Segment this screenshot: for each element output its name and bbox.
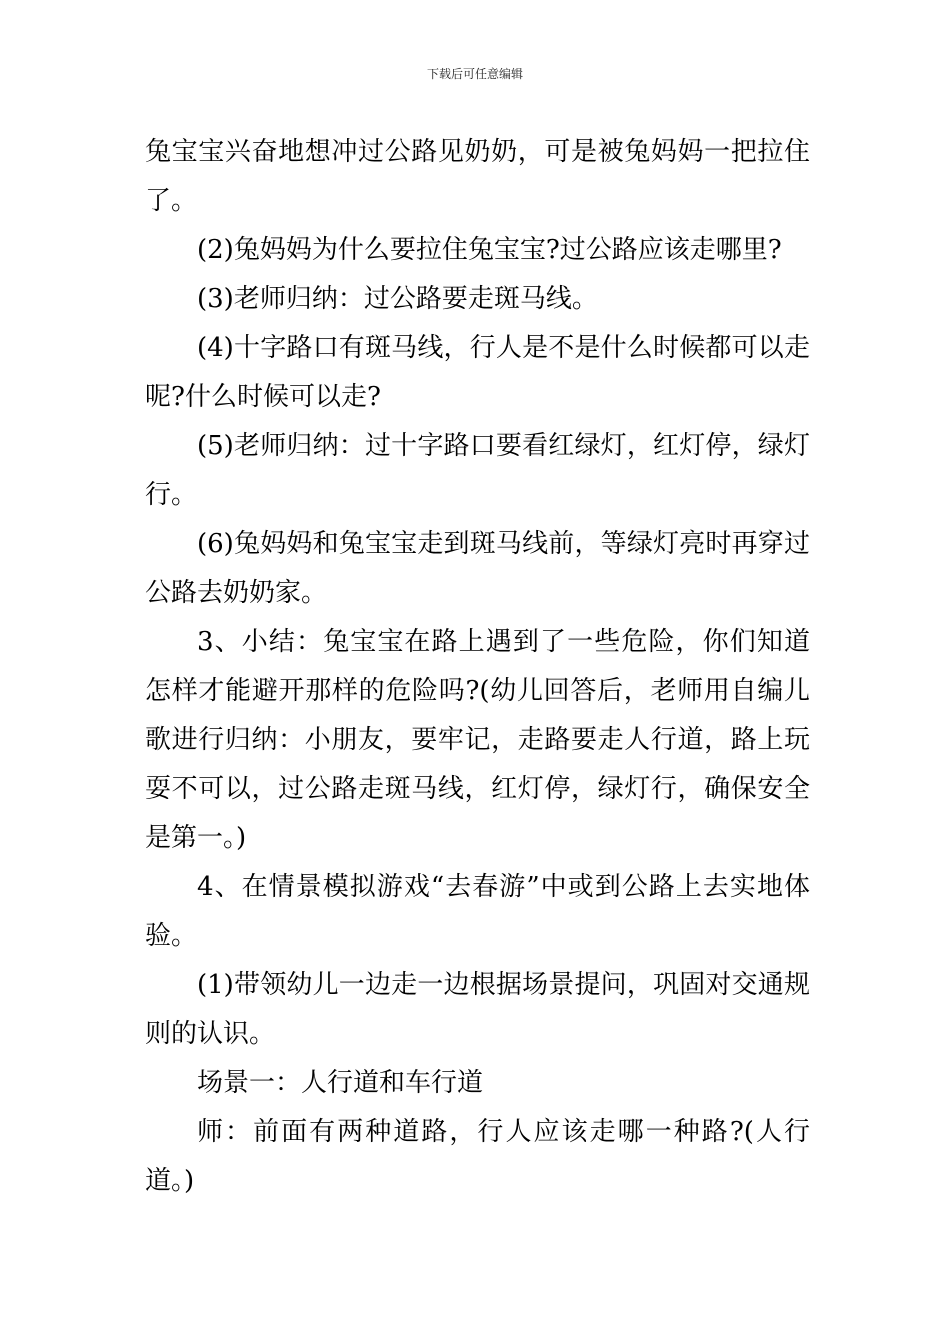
page-header: 下载后可任意编辑 [426, 67, 523, 81]
paragraph-summary-3: (3)老师归纳：过公路要走斑马线。 [197, 284, 598, 314]
paragraph-continuation: 兔宝宝兴奋地想冲过公路见奶奶，可是被兔妈妈一把拉住了。 [145, 137, 810, 216]
paragraph-teacher-question: 师：前面有两种道路，行人应该走哪一种路?(人行道。) [145, 1117, 810, 1196]
paragraph-story-6: (6)兔妈妈和兔宝宝走到斑马线前，等绿灯亮时再穿过公路去奶奶家。 [145, 529, 810, 608]
paragraph-section-3-summary: 3、小结：兔宝宝在路上遇到了一些危险，你们知道怎样才能避开那样的危险吗?(幼儿回答后，老师用自编儿歌进行归纳：小朋友，要牢记，走路要走人行道，路上玩耍不可以，过公路走斑马线，红灯停，绿灯行，确保安全是第一。) [145, 627, 810, 853]
paragraph-scene-one: 场景一：人行道和车行道 [197, 1068, 484, 1098]
document-body [145, 128, 810, 1206]
paragraph-summary-5: (5)老师归纳：过十字路口要看红绿灯，红灯停，绿灯行。 [145, 431, 810, 510]
paragraph-question-2: (2)兔妈妈为什么要拉住兔宝宝?过公路应该走哪里? [197, 235, 782, 265]
paragraph-step-1: (1)带领幼儿一边走一边根据场景提问，巩固对交通规则的认识。 [145, 970, 810, 1049]
paragraph-question-4: (4)十字路口有斑马线，行人是不是什么时候都可以走呢?什么时候可以走? [145, 333, 810, 412]
paragraph-section-4-game: 4、在情景模拟游戏“去春游”中或到公路上去实地体验。 [145, 872, 810, 951]
